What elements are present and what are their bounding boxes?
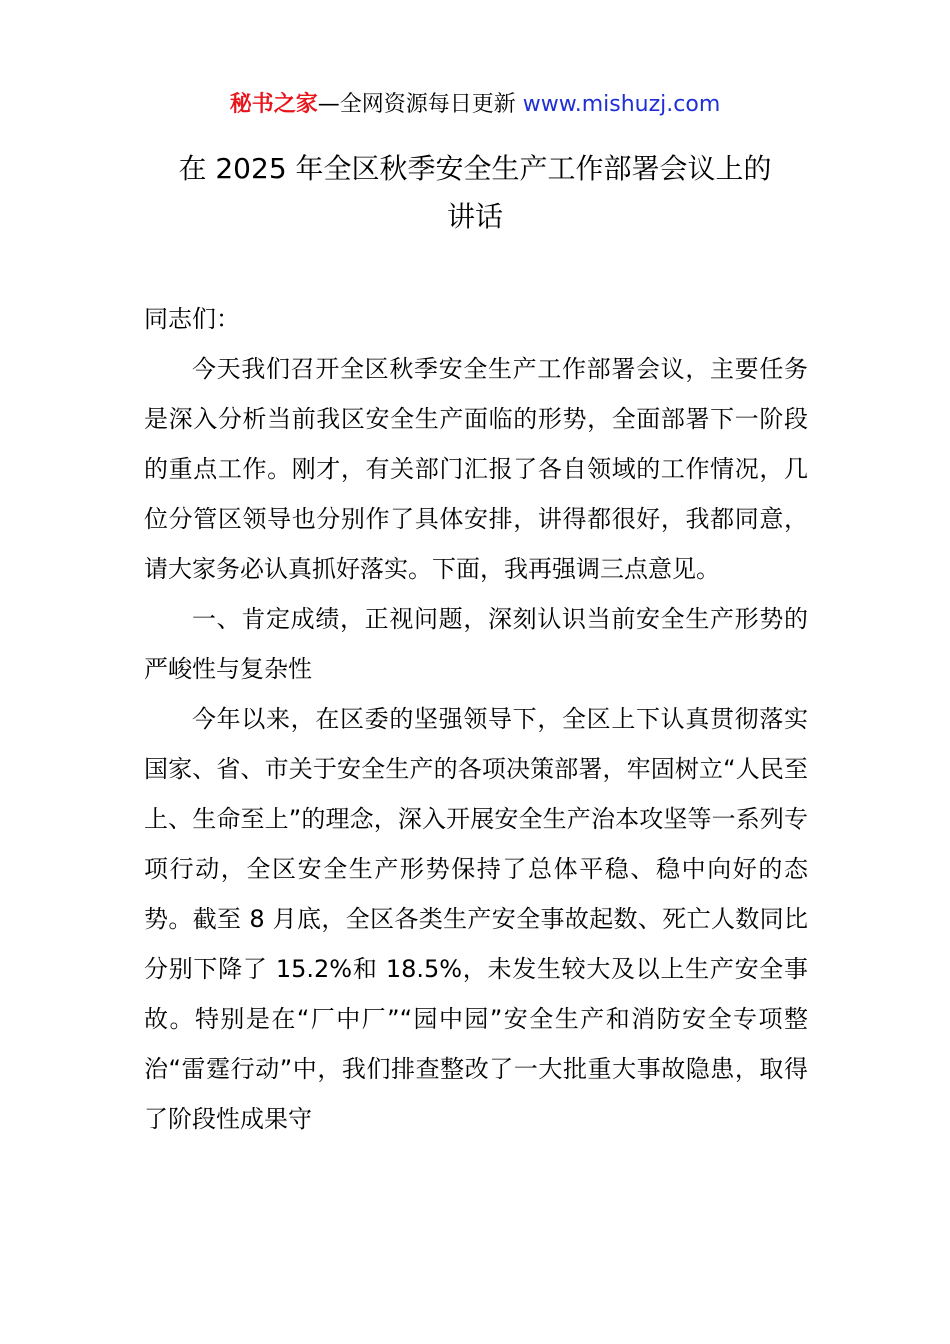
paragraph-intro: 今天我们召开全区秋季安全生产工作部署会议，主要任务是深入分析当前我区安全生产面临的形势，全面部署下一阶段的重点工作。刚才，有关部门汇报了各自领域的工作情况，几位分管区领导也分别作了具体安排，讲得都很好，我都同意，请大家务必认真抓好落实。下面，我再强调三点意见。 [144, 355, 808, 583]
site-url-link[interactable]: www.mishuzj.com [522, 92, 721, 117]
section-heading-1: 一、肯定成绩，正视问题，深刻认识当前安全生产形势的严峻性与复杂性 [144, 605, 808, 683]
site-brand: 秘书之家 [229, 92, 318, 117]
salutation: 同志们： [144, 305, 240, 333]
site-header [0, 88, 950, 122]
document-title [100, 145, 850, 241]
document-title-line-1: 在 2025 年全区秋季安全生产工作部署会议上的 [178, 152, 772, 185]
document-body [144, 294, 808, 1144]
site-tagline: —全网资源每日更新 [317, 92, 523, 117]
paragraph-achievements: 今年以来，在区委的坚强领导下，全区上下认真贯彻落实国家、省、市关于安全生产的各项决策部署，牢固树立“人民至上、生命至上”的理念，深入开展安全生产治本攻坚等一系列专项行动，全区安全生产形势保持了总体平稳、稳中向好的态势。截至 8 月底，全区各类生产安全事故起数、死亡人数同比分别下降了 15.2%和 18.5%，未发生较大及以上生产安全事故。特别是在“厂中厂”“园中园”安全生产和消防安全专项整治“雷霆行动”中，我们排查整改了一大批重大事故隐患，取得了阶段性成果守 [144, 705, 808, 1133]
document-title-line-2: 讲话 [446, 200, 503, 233]
